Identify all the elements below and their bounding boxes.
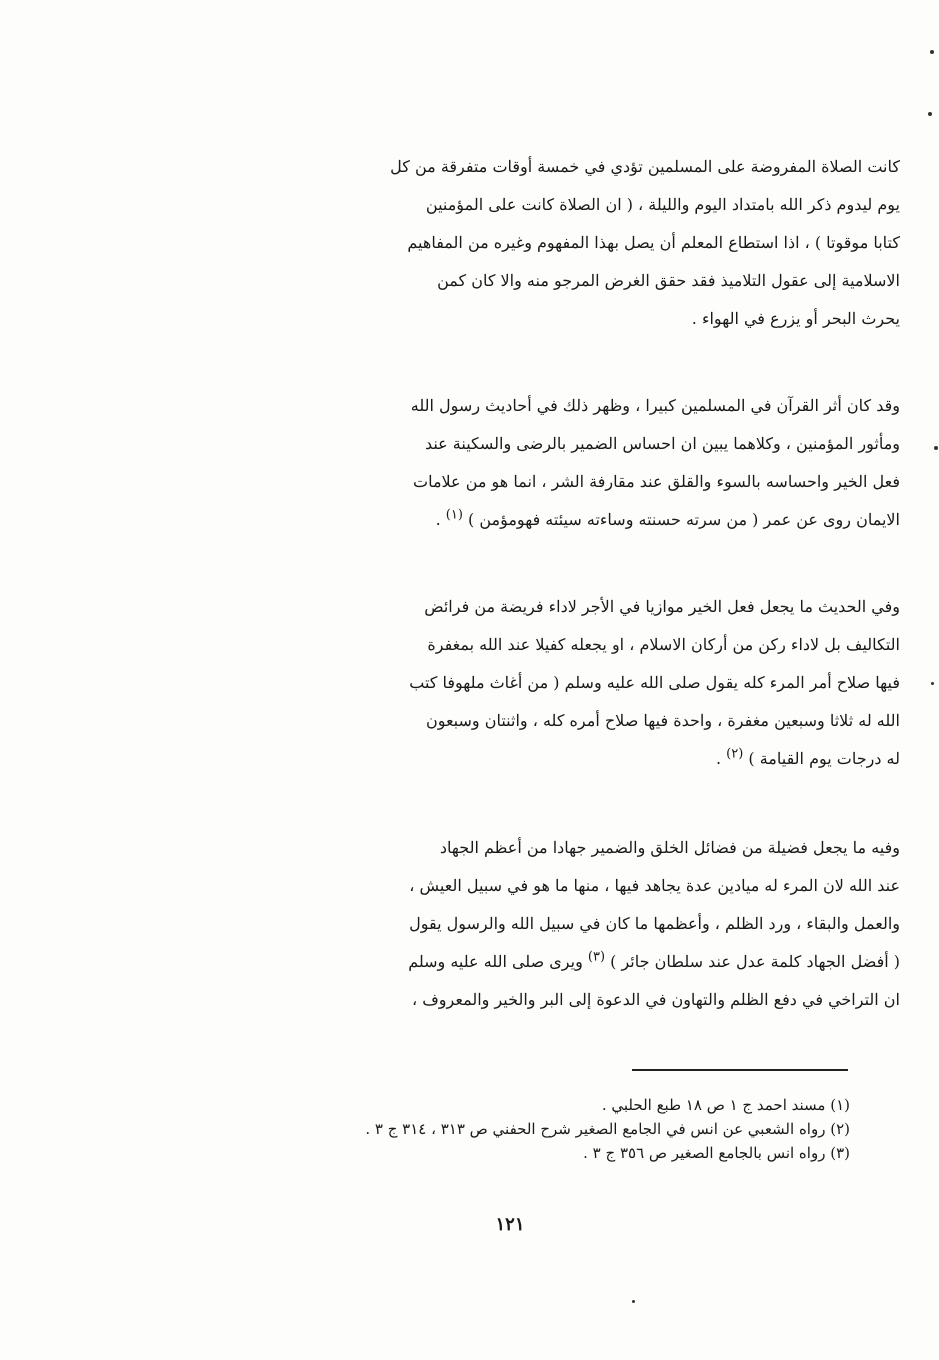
footnote-2: (٢) رواه الشعبي عن انس في الجامع الصغير شرح الحفني ص ٣١٣ ، ٣١٤ ج ٣ . [365, 1120, 850, 1138]
text-line: فعل الخير واحساسه بالسوء والقلق عند مقارفة الشر ، انما هو من علامات [413, 472, 900, 491]
text-line [178, 740, 900, 778]
text-line: الله له ثلاثا وسبعين مغفرة ، واحدة فيها صلاح أمره كله ، واثنتان وسبعون [425, 711, 900, 730]
text-line: كتابا موقوتا ) ، اذا استطاع المعلم أن يصل بهذا المفهوم وغيره من المفاهيم [407, 233, 900, 252]
scan-speck [928, 112, 932, 116]
text-line: الاسلامية إلى عقول التلاميذ فقد حقق الغرض المرجو منه والا كان كمن [437, 271, 900, 290]
text-line: يحرث البحر أو يزرع في الهواء . [691, 309, 900, 328]
footnote-separator [632, 1069, 848, 1071]
scan-speck [930, 50, 934, 54]
text-line-content: الايمان روى عن عمر ( من سرته حسنته وساءته سيئته فهومؤمن ) [468, 510, 900, 529]
text-line-tail: . [435, 510, 446, 529]
scan-speck [931, 682, 934, 685]
paragraph-1 [178, 148, 900, 338]
text-line: التكاليف بل لاداء ركن من أركان الاسلام ، او يجعله كفيلا عند الله بمغفرة [427, 635, 900, 654]
paragraph-2 [178, 387, 900, 539]
text-line-tail: ويرى صلى الله عليه وسلم [408, 952, 588, 971]
text-line: والعمل والبقاء ، ورد الظلم ، وأعظمها ما كان في سبيل الله والرسول يقول [409, 914, 900, 933]
scan-speck [632, 1300, 635, 1303]
text-line: وفيه ما يجعل فضيلة من فضائل الخلق والضمير جهادا من أعظم الجهاد [439, 838, 900, 857]
text-line: يوم ليدوم ذكر الله بامتداد اليوم والليلة ، ( ان الصلاة كانت على المؤمنين [425, 195, 900, 214]
footnote-ref-3: (٣) [587, 949, 606, 965]
scan-speck [934, 446, 938, 450]
text-line-content: له درجات يوم القيامة ) [748, 749, 900, 768]
text-line: فيها صلاح أمر المرء كله يقول صلى الله عليه وسلم ( من أغاث ملهوفا كتب [409, 673, 900, 692]
text-line: ومأثور المؤمنين ، وكلاهما يبين ان احساس الضمير بالرضى والسكينة عند [424, 434, 900, 453]
text-line [178, 501, 900, 539]
text-line [178, 943, 900, 981]
footnote-3: (٣) رواه انس بالجامع الصغير ص ٣٥٦ ج ٣ . [583, 1144, 850, 1162]
text-line-content: ( أفضل الجهاد كلمة عدل عند سلطان جائر ) [610, 952, 900, 971]
text-line-tail: . [715, 749, 727, 768]
paragraph-3 [178, 588, 900, 778]
text-line: كانت الصلاة المفروضة على المسلمين تؤدي في خمسة أوقات متفرقة من كل [390, 157, 900, 176]
text-line: عند الله لان المرء له ميادين عدة يجاهد فيها ، منها ما هو في سبيل العيش ، [409, 876, 900, 895]
footnote-ref-2: (٢) [726, 746, 744, 762]
page-number: ١٢١ [495, 1214, 525, 1235]
footnote-1: (١) مسند احمد ج ١ ص ١٨ طبع الحلبي . [601, 1096, 850, 1114]
paragraph-4 [178, 829, 900, 1019]
text-line: ان التراخي في دفع الظلم والتهاون في الدعوة إلى البر والخير والمعروف ، [411, 990, 900, 1009]
footnotes [290, 1093, 850, 1165]
footnote-ref-1: (١) [445, 507, 463, 523]
text-line: وفي الحديث ما يجعل فعل الخير موازيا في الأجر لاداء فريضة من فرائض [424, 597, 900, 616]
text-line: وقد كان أثر القرآن في المسلمين كبيرا ، وظهر ذلك في أحاديث رسول الله [410, 396, 900, 415]
